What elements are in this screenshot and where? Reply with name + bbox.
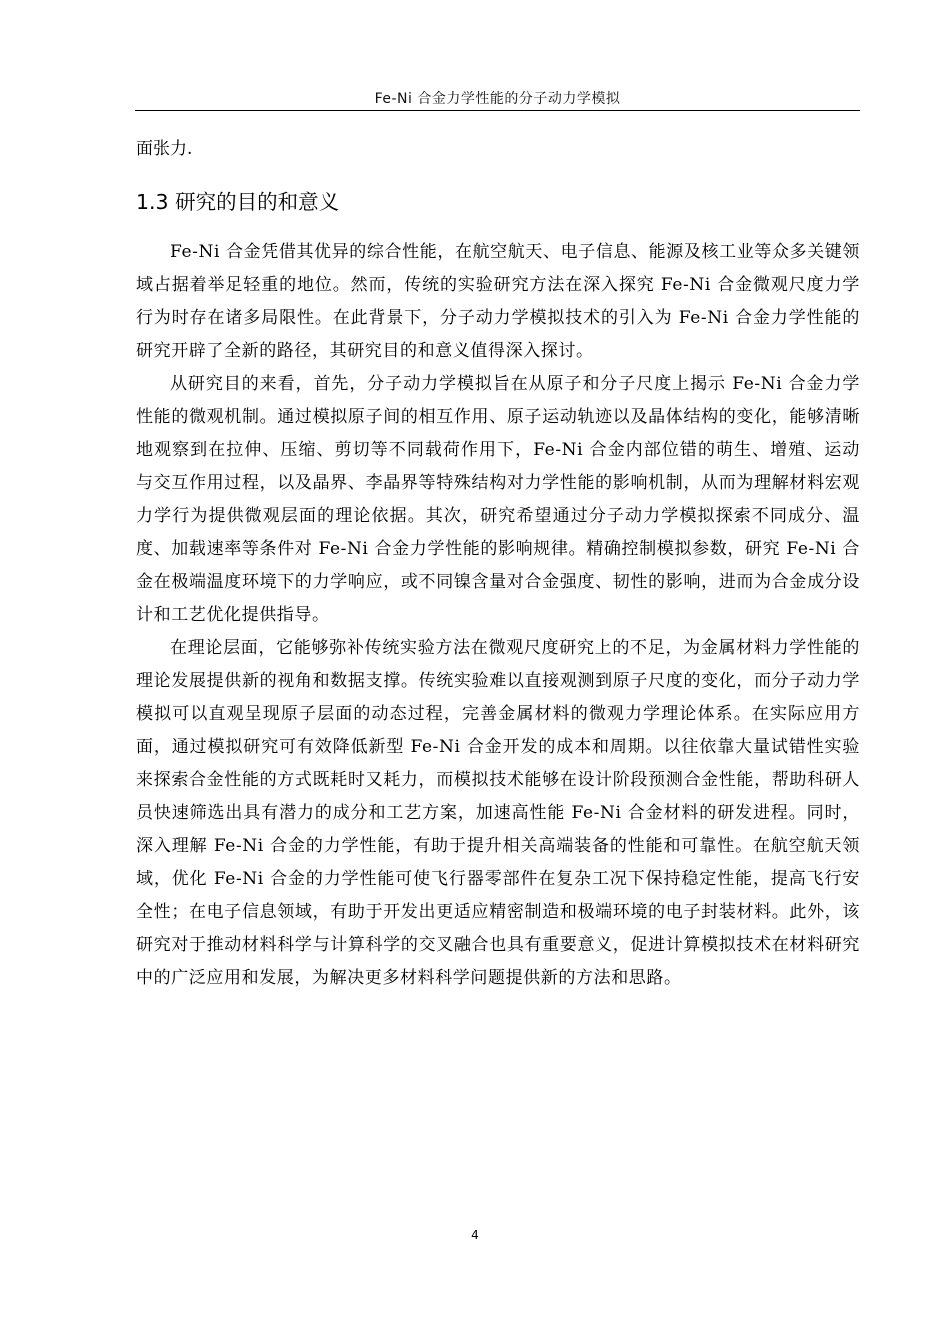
body-text xyxy=(136,133,860,995)
header-divider xyxy=(135,110,860,111)
page-number: 4 xyxy=(471,1228,479,1242)
continuation-text: 面张力. xyxy=(136,139,193,159)
running-header-title: Fe-Ni 合金力学性能的分子动力学模拟 xyxy=(374,91,621,107)
section-heading: 1.3 研究的目的和意义 xyxy=(136,190,340,214)
paragraph-1: Fe-Ni 合金凭借其优异的综合性能，在航空航天、电子信息、能源及核工业等众多关键领域占据着举足轻重的地位。然而，传统的实验研究方法在深入探究 Fe-Ni 合金微观尺度力学行为时存在诸多局限性。在此背景下，分子动力学模拟技术的引入为 Fe-Ni 合金力学性能的研究开辟了全新的路径，其研究目的和意义值得深入探讨。 xyxy=(136,242,860,361)
paragraph-2: 从研究目的来看，首先，分子动力学模拟旨在从原子和分子尺度上揭示 Fe-Ni 合金力学性能的微观机制。通过模拟原子间的相互作用、原子运动轨迹以及晶体结构的变化，能够清晰地观察到在拉伸、压缩、剪切等不同载荷作用下，Fe-Ni 合金内部位错的萌生、增殖、运动与交互作用过程，以及晶界、李晶界等特殊结构对力学性能的影响机制，从而为理解材料宏观力学行为提供微观层面的理论依据。其次，研究希望通过分子动力学模拟探索不同成分、温度、加载速率等条件对 Fe-Ni 合金力学性能的影响规律。精确控制模拟参数，研究 Fe-Ni 合金在极端温度环境下的力学响应，或不同镍含量对合金强度、韧性的影响，进而为合金成分设计和工艺优化提供指导。 xyxy=(136,374,860,625)
paragraph-3: 在理论层面，它能够弥补传统实验方法在微观尺度研究上的不足，为金属材料力学性能的理论发展提供新的视角和数据支撑。传统实验难以直接观测到原子尺度的变化，而分子动力学模拟可以直观呈现原子层面的动态过程，完善金属材料的微观力学理论体系。在实际应用方面，通过模拟研究可有效降低新型 Fe-Ni 合金开发的成本和周期。以往依靠大量试错性实验来探索合金性能的方式既耗时又耗力，而模拟技术能够在设计阶段预测合金性能，帮助科研人员快速筛选出具有潜力的成分和工艺方案，加速高性能 Fe-Ni 合金材料的研发进程。同时，深入理解 Fe-Ni 合金的力学性能，有助于提升相关高端装备的性能和可靠性。在航空航天领域，优化 Fe-Ni 合金的力学性能可使飞行器零部件在复杂工况下保持稳定性能，提高飞行安全性；在电子信息领域，有助于开发出更适应精密制造和极端环境的电子封装材料。此外，该研究对于推动材料科学与计算科学的交叉融合也具有重要意义，促进计算模拟技术在材料研究中的广泛应用和发展，为解决更多材料科学问题提供新的方法和思路。 xyxy=(136,638,860,988)
